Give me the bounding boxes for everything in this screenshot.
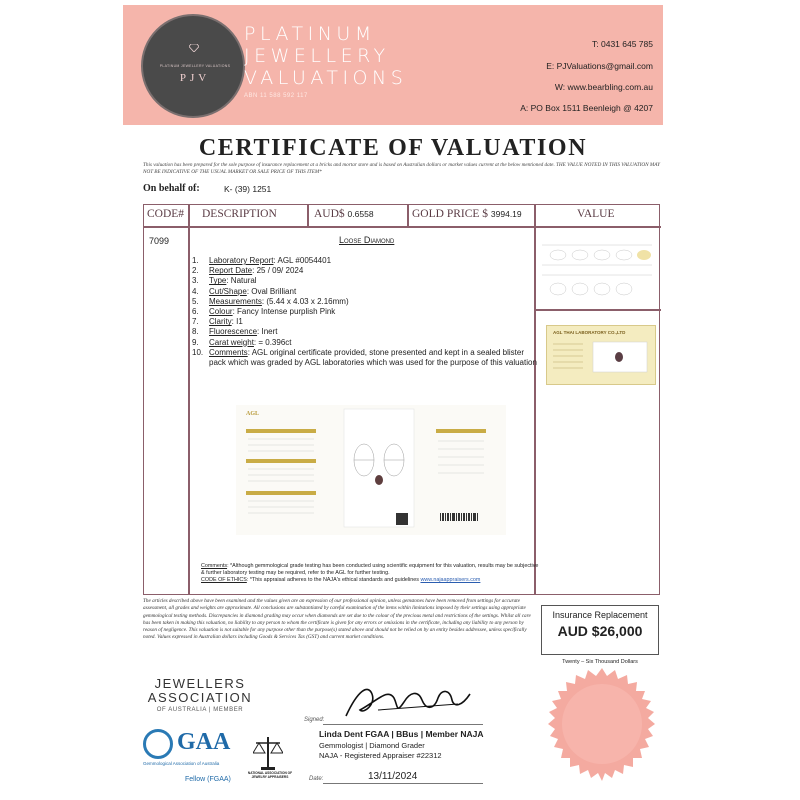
item-number: 4. (192, 286, 199, 296)
item-number: 6. (192, 307, 199, 317)
item-detail (192, 327, 537, 337)
item-label: Carat weight (209, 337, 254, 347)
header-aud (314, 208, 374, 220)
pjv-logo (141, 14, 245, 118)
item-number: 5. (192, 296, 199, 306)
item-number: 10. (192, 347, 204, 357)
header-description: DESCRIPTION (202, 208, 277, 220)
insurance-box (541, 605, 659, 655)
fellow-title: Fellow (FGAA) (185, 776, 231, 783)
item-number: 3. (192, 276, 199, 286)
item-detail (192, 266, 537, 276)
item-label: Fluorescence (209, 327, 258, 337)
gaa-subtitle: Gemmological Association of Australia (143, 761, 220, 766)
signer-name: Linda Dent FGAA | BBus | Member NAJA (319, 729, 484, 739)
item-value: : Oval Brilliant (246, 286, 297, 296)
date-line (323, 783, 483, 784)
signer-role: Gemmologist | Diamond Grader (319, 741, 425, 750)
item-detail (192, 348, 537, 368)
item-label: Cut/Shape (209, 286, 247, 296)
item-value: : AGL original certificate provided, stone presented and kept in a sealed blister pack which was graded by AGL laboratories which was used for the purpose of this valuation (209, 347, 537, 368)
scales-icon (253, 735, 283, 771)
ja-line: JEWELLERS (154, 676, 246, 691)
intro-statement: This valuation has been prepared for the sole purpose of insurance replacement at a bricks and mortar store and is based on Australian dollars or market values current at the below mentioned date. THE VALUE NOTED IN THIS VALUATION MAY NOT BE INDICATIVE OF THE USUAL MARKET OR SALE PRICE OF THIS ITEM* (143, 162, 660, 175)
aud-value: 0.6558 (347, 209, 374, 219)
brand-line: JEWELLERY (244, 45, 390, 67)
item-number: 2. (192, 266, 199, 276)
item-number: 1. (192, 256, 199, 265)
item-detail (192, 297, 537, 307)
gold-label: GOLD PRICE $ (412, 208, 489, 220)
logo-name: PLATINUM JEWELLERY VALUATIONS (159, 64, 231, 68)
gaa-logo: GAA (177, 729, 231, 755)
brand-name (244, 23, 407, 89)
item-value: : 25 / 09/ 2024 (252, 266, 304, 276)
gaa-emblem-icon (143, 729, 173, 759)
signature (338, 680, 478, 722)
website-link[interactable]: W: www.bearbling.com.au (554, 82, 653, 92)
item-details-list (192, 256, 537, 368)
insurance-label: Insurance Replacement (552, 610, 648, 620)
embossed-seal (543, 667, 661, 785)
ethics-text (201, 577, 541, 584)
item-label: Type (209, 276, 227, 286)
item-detail (192, 338, 537, 348)
logo-monogram: PJV (179, 72, 211, 84)
item-detail (192, 317, 537, 327)
brand-line: VALUATIONS (244, 67, 408, 89)
diamond-icon (189, 44, 199, 52)
item-detail (192, 307, 537, 317)
abn-number: ABN 11 588 592 117 (244, 93, 308, 99)
item-value: : Natural (226, 276, 257, 286)
card-contents (553, 338, 651, 382)
thumb-lab-name: AGL THAI LABORATORY CO.,LTD (553, 330, 626, 335)
header-value: VALUE (577, 208, 615, 220)
item-title: Loose Diamond (339, 235, 395, 245)
valuation-table (143, 204, 660, 595)
item-label: Colour (209, 307, 233, 317)
letterhead (123, 5, 663, 125)
ethics-link[interactable]: www.najaappraisers.com (420, 577, 481, 583)
item-detail (192, 287, 537, 297)
comments-body: : *Although gemmological grade testing has been conducted using scientific equipment for this valuation, results may be subjective & further laboratory testing may be required, refer to the AGL for further testing. (201, 563, 539, 576)
item-label: Laboratory Report (209, 256, 274, 265)
signature-line (323, 724, 483, 725)
ja-line: ASSOCIATION (147, 690, 253, 705)
header-code: CODE# (147, 208, 185, 220)
ethics-body: : *This appraisal adheres to the NAJA's ethical standards and guidelines (246, 577, 421, 583)
item-value: : AGL #0054401 (273, 256, 332, 265)
insurance-words: Twenty – Six Thousand Dollars (562, 659, 638, 665)
jewellers-association-logo (145, 677, 255, 705)
disclaimer: The articles described above have been examined and the values given are an expression of our professional opinion, unless gemstones have been removed from settings for accurate assessment, all grades and weights are approximate. All conclusions are substantiated by careful examination of the items within limitations imposed by their settings using appropriate gemmological testing methods. Discrepancies in diamond grading may occur when diamonds are set due to the colour of the precious metal and restrictions of the settings. Whilst all care has been taken in making this valuation, no liability to any person to whom the certificate is given for any errors or omissions in the certificate, including any liability to any person by reason of negligence. This valuation is not suitable for any purpose other than the purpose(s) stated above and should not be relied on by an entity besides addressee, unless specifically noted. Values expressed in Australian dollars including Goods & Services Tax (GST) and current market conditions. (143, 598, 531, 641)
comments-block (201, 563, 541, 584)
comments-label: Comments (201, 563, 228, 569)
cert-lab-logo: AGL (246, 411, 260, 417)
item-value: : (5.44 x 4.03 x 2.16mm) (261, 296, 349, 306)
item-number: 7. (192, 317, 199, 327)
item-value: : Inert (257, 327, 278, 337)
ethics-label: CODE OF ETHICS (201, 577, 247, 583)
agl-certificate-image (236, 405, 506, 535)
item-number: 8. (192, 327, 199, 337)
address: A: PO Box 1511 Beenleigh @ 4207 (520, 103, 653, 113)
header-gold (412, 208, 522, 220)
item-value: : Fancy Intense purplish Pink (232, 307, 336, 317)
agl-card-thumbnail (546, 325, 656, 385)
item-label: Comments (209, 347, 248, 357)
certificate-page (123, 5, 663, 795)
insurance-amount: AUD $26,000 (557, 623, 643, 639)
item-detail (192, 276, 537, 286)
item-number: 9. (192, 337, 199, 347)
ja-subtitle: OF AUSTRALIA | MEMBER (156, 707, 244, 713)
gold-value: 3994.19 (490, 209, 522, 219)
item-code: 7099 (149, 236, 170, 246)
item-label: Measurements (209, 296, 262, 306)
aud-label: AUD$ (314, 208, 345, 220)
comments-text (201, 563, 541, 577)
signer-registration: NAJA - Registered Appraiser #22312 (319, 751, 442, 760)
item-value: : = 0.396ct (253, 337, 292, 347)
brand-line: PLATINUM (244, 23, 376, 45)
document-title: CERTIFICATE OF VALUATION (198, 135, 588, 161)
phone: T: 0431 645 785 (592, 39, 653, 49)
behalf-label: On behalf of: (143, 183, 200, 194)
item-detail (192, 256, 537, 266)
item-value: : I1 (231, 317, 243, 327)
item-label: Clarity (209, 317, 232, 327)
item-label: Report Date (209, 266, 253, 276)
report-thumbnail (538, 235, 656, 305)
email-link[interactable]: E: PJValuations@gmail.com (546, 61, 653, 71)
behalf-value: K- (39) 1251 (224, 184, 272, 194)
date-label: Date: (309, 776, 324, 782)
valuation-date: 13/11/2024 (368, 771, 418, 782)
signed-label: Signed: (304, 717, 325, 723)
naja-logo: NATIONAL ASSOCIATION OF JEWELRY APPRAISERS (247, 771, 293, 779)
